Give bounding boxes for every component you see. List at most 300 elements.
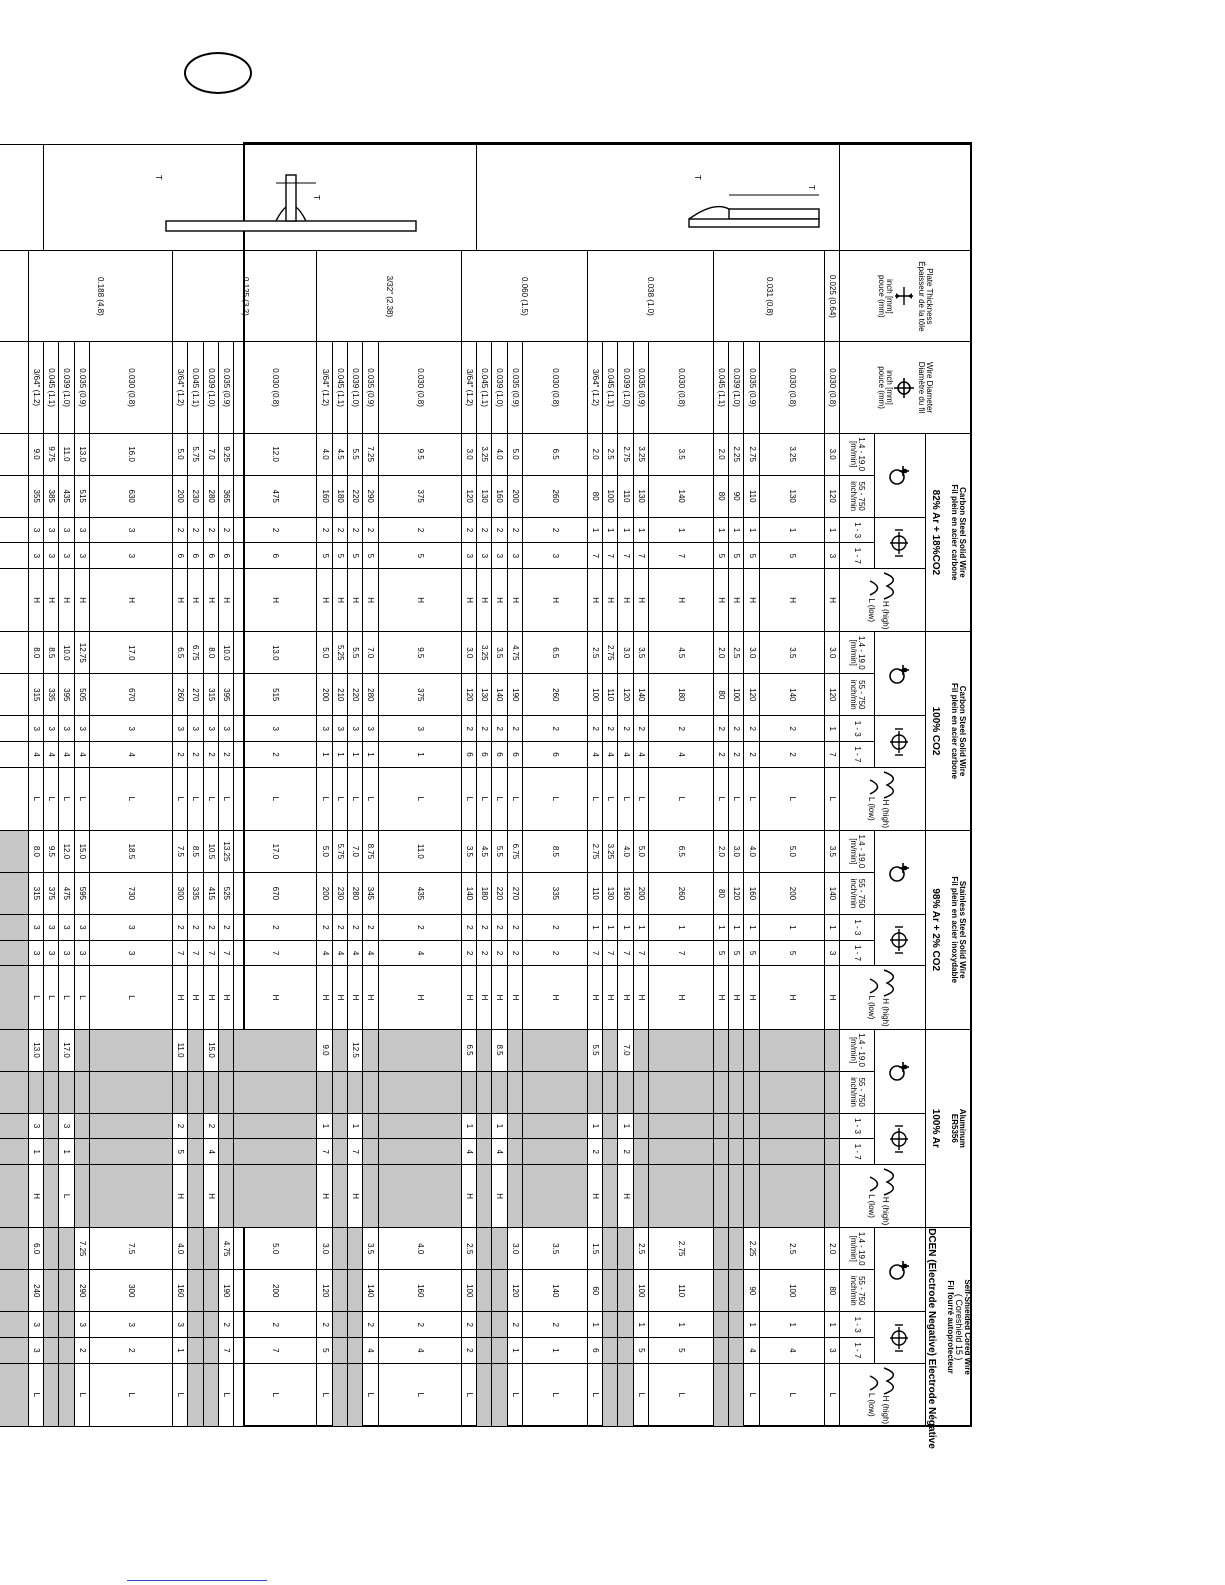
empty-cell: [44, 1165, 59, 1228]
voltage-tap-range: 1: [759, 1312, 824, 1338]
wire-diameter-value: 0.030 (0.8): [378, 342, 461, 433]
empty-cell: [603, 1312, 618, 1338]
voltage-range-2: 1 - 7: [840, 940, 875, 966]
inductance-setting: H: [507, 966, 522, 1029]
voltage-setting: 1: [522, 1338, 587, 1364]
plate-thickness-value: 0.060 (1.5): [461, 251, 587, 342]
wire-speed-imperial: 435: [59, 475, 74, 517]
empty-cell: [729, 1363, 744, 1426]
wire-speed-imperial: 385: [44, 475, 59, 517]
empty-cell: [477, 1338, 492, 1364]
wire-speed-imperial: 130: [477, 674, 492, 716]
wire-speed-icon-cell: [875, 632, 926, 716]
wire-speed-imperial: 140: [461, 872, 476, 914]
voltage-tap-range: 2: [461, 517, 476, 543]
wire-speed-imperial: 80: [587, 475, 602, 517]
voltage-tap-range: 2: [203, 914, 218, 940]
voltage-range-2: 1 - 7: [840, 742, 875, 768]
wire-diameter-value: 0.039 (1.0): [59, 342, 74, 433]
empty-cell: [0, 1165, 28, 1228]
empty-cell: [618, 1270, 633, 1312]
voltage-tap-icon: [888, 923, 910, 957]
group-title: Self-Shielded Cored Wire: [963, 1279, 972, 1375]
speed-imperial-header: [840, 475, 875, 517]
voltage-setting: 5: [729, 940, 744, 966]
inductance-setting: H: [824, 966, 839, 1029]
empty-cell: [0, 914, 28, 940]
wire-speed-imperial: 200: [507, 475, 522, 517]
wire-speed-icon-cell: [875, 433, 926, 517]
voltage-tap-range: 2: [203, 1113, 218, 1139]
wire-speed-imperial: 110: [587, 872, 602, 914]
inductance-setting: H: [218, 569, 233, 632]
empty-cell: [188, 1363, 203, 1426]
empty-cell: [649, 1071, 714, 1113]
wire-speed-imperial: 100: [461, 1270, 476, 1312]
wire-speed-imperial: 240: [28, 1270, 43, 1312]
inductance-setting: L: [713, 767, 728, 830]
inductance-setting: H: [649, 966, 714, 1029]
inductance-low-label: L (low): [867, 1393, 877, 1417]
voltage-tap-range: 1: [649, 914, 714, 940]
inductance-high-icon: [882, 968, 891, 998]
wire-speed-metric: 5.0: [317, 830, 332, 872]
voltage-setting: 5: [759, 940, 824, 966]
wire-speed-metric: 2.5: [759, 1228, 824, 1270]
empty-cell: [74, 1113, 89, 1139]
voltage-setting: 7: [587, 543, 602, 569]
wire-speed-imperial: 525: [218, 872, 233, 914]
empty-cell: [824, 1071, 839, 1113]
empty-cell: [203, 1228, 218, 1270]
inductance-setting: L: [363, 1363, 378, 1426]
empty-cell: [477, 1270, 492, 1312]
empty-cell: [203, 1270, 218, 1312]
wire-speed-metric: 2.0: [713, 632, 728, 674]
empty-cell: [332, 1113, 347, 1139]
voltage-setting: 3: [89, 940, 172, 966]
wire-speed-imperial: 315: [28, 872, 43, 914]
speed-metric-header: [840, 1228, 875, 1270]
voltage-tap-range: 1: [618, 914, 633, 940]
empty-cell: [492, 1312, 507, 1338]
table-row: [649, 145, 714, 1427]
empty-cell: [824, 1165, 839, 1228]
empty-cell: [203, 1338, 218, 1364]
wire-feed-speed-icon: [887, 462, 911, 488]
svg-text:T: T: [154, 174, 163, 180]
voltage-setting: 4: [759, 1338, 824, 1364]
wire-speed-metric: 12.0: [59, 830, 74, 872]
empty-cell: [477, 1029, 492, 1071]
inductance-setting: L: [28, 1363, 43, 1426]
voltage-tap-range: 3: [89, 716, 172, 742]
voltage-setting: 7: [587, 940, 602, 966]
inductance-high-icon: [882, 770, 891, 800]
wire-speed-metric: 3.5: [759, 632, 824, 674]
inductance-setting: L: [587, 767, 602, 830]
wire-speed-metric: 6.0: [28, 1228, 43, 1270]
speed-unit-imperial: inch/min: [849, 1077, 858, 1108]
wire-speed-metric: 9.0: [317, 1029, 332, 1071]
wire-speed-metric: 4.0: [492, 433, 507, 475]
settings-table: [0, 144, 972, 1449]
voltage-range-2: 1 - 7: [840, 1139, 875, 1165]
voltage-tap-range: 2: [618, 716, 633, 742]
group-subtitle: ( Coreshield 15 ): [954, 1293, 964, 1361]
inductance-setting: L: [74, 1363, 89, 1426]
wire-speed-imperial: 435: [378, 872, 461, 914]
wire-speed-metric: 7.0: [203, 433, 218, 475]
voltage-setting: 2: [477, 940, 492, 966]
wire-speed-imperial: 180: [477, 872, 492, 914]
wire-speed-imperial: 415: [203, 872, 218, 914]
wire-diameter-value: 0.039 (1.0): [347, 342, 362, 433]
empty-cell: [218, 1113, 233, 1139]
voltage-setting: 3: [461, 543, 476, 569]
wire-unit-en: inch [mm]: [885, 370, 895, 405]
plate-thickness-title-fr: Épaisseur de la tôle: [917, 261, 927, 332]
voltage-tap-range: 1: [603, 517, 618, 543]
inductance-setting: H: [587, 1165, 602, 1228]
wire-speed-imperial: 300: [89, 1270, 172, 1312]
table-row: [522, 145, 587, 1427]
voltage-range-1: 1 - 3: [840, 716, 875, 742]
empty-cell: [59, 1338, 74, 1364]
wire-speed-metric: 4.0: [378, 1228, 461, 1270]
inductance-setting: H: [713, 569, 728, 632]
wire-speed-metric: 17.0: [89, 632, 172, 674]
wire-speed-metric: 13.0: [234, 632, 317, 674]
wire-speed-imperial: 595: [74, 872, 89, 914]
voltage-setting: 7: [218, 1338, 233, 1364]
voltage-icon-cell: [875, 716, 926, 767]
empty-cell: [649, 1165, 714, 1228]
inductance-setting: H: [218, 966, 233, 1029]
wire-speed-imperial: 60: [587, 1270, 602, 1312]
wire-speed-imperial: 630: [89, 475, 172, 517]
inductance-setting: L: [28, 767, 43, 830]
voltage-tap-range: 2: [522, 1312, 587, 1338]
wire-speed-metric: 18.5: [89, 830, 172, 872]
voltage-tap-range: 2: [218, 517, 233, 543]
voltage-setting: [0, 543, 28, 569]
inductance-setting: L: [89, 767, 172, 830]
empty-cell: [347, 1270, 362, 1312]
voltage-setting: 5: [713, 543, 728, 569]
inductance-setting: L: [729, 767, 744, 830]
voltage-tap-range: 3: [74, 716, 89, 742]
voltage-setting: 7: [603, 940, 618, 966]
empty-cell: [347, 1363, 362, 1426]
wire-speed-imperial: [59, 1071, 74, 1113]
wire-speed-metric: 5.0: [317, 632, 332, 674]
voltage-setting: 1: [28, 1139, 43, 1165]
wire-speed-metric: 5.0: [759, 830, 824, 872]
wire-speed-imperial: 80: [824, 1270, 839, 1312]
voltage-tap-range: 2: [378, 1312, 461, 1338]
wire-speed-metric: 6.5: [173, 632, 188, 674]
empty-cell: [633, 1139, 648, 1165]
voltage-setting: 6: [477, 742, 492, 768]
voltage-setting: 3: [507, 543, 522, 569]
inductance-setting: H: [28, 1165, 43, 1228]
wire-speed-metric: 4.5: [649, 632, 714, 674]
empty-cell: [477, 1228, 492, 1270]
voltage-setting: 5: [317, 1338, 332, 1364]
voltage-setting: 7: [203, 940, 218, 966]
wire-speed-metric: 8.5: [188, 830, 203, 872]
empty-cell: [649, 1113, 714, 1139]
wire-speed-metric: 5.75: [188, 433, 203, 475]
voltage-tap-range: 2: [173, 914, 188, 940]
speed-unit-metric: [m/min]: [849, 1235, 858, 1262]
voltage-setting: 6: [188, 543, 203, 569]
wire-speed-metric: 3.25: [759, 433, 824, 475]
voltage-tap-range: 1: [713, 914, 728, 940]
voltage-setting: 7: [218, 940, 233, 966]
inductance-high-label: H (high): [881, 799, 891, 829]
empty-cell: [363, 1165, 378, 1228]
wire-speed-metric: 7.25: [363, 433, 378, 475]
svg-text:T: T: [693, 174, 702, 180]
voltage-tap-range: 1: [729, 517, 744, 543]
inductance-setting: L: [59, 1165, 74, 1228]
voltage-setting: 4: [587, 742, 602, 768]
wire-diameter-value: 0.030 (0.8): [649, 342, 714, 433]
voltage-tap-range: 1: [824, 1312, 839, 1338]
wire-speed-metric: 9.5: [378, 632, 461, 674]
inductance-setting: H: [347, 1165, 362, 1228]
wire-speed-metric: 12.75: [74, 632, 89, 674]
voltage-setting: 5: [173, 1139, 188, 1165]
voltage-tap-icon: [888, 1321, 910, 1355]
wire-speed-imperial: 160: [173, 1270, 188, 1312]
wire-speed-metric: 5.5: [347, 433, 362, 475]
empty-cell: [218, 1139, 233, 1165]
voltage-setting: 3: [89, 543, 172, 569]
inductance-setting: H: [203, 966, 218, 1029]
inductance-setting: H: [347, 569, 362, 632]
wire-speed-metric: 5.75: [332, 830, 347, 872]
wire-speed-imperial: 475: [59, 872, 74, 914]
inductance-setting: H: [522, 569, 587, 632]
voltage-setting: 2: [618, 1139, 633, 1165]
wire-speed-metric: 8.0: [28, 632, 43, 674]
table-row: [0, 145, 28, 1427]
voltage-setting: 4: [347, 940, 362, 966]
voltage-setting: 2: [188, 742, 203, 768]
voltage-setting: 3: [74, 940, 89, 966]
group-gas: DCEN (Electrode Negative) Electrode Négative: [926, 1228, 937, 1449]
voltage-tap-range: 2: [587, 716, 602, 742]
plate-thickness-value: 0.188 (4.8): [28, 251, 172, 342]
voltage-tap-range: 3: [378, 716, 461, 742]
inductance-setting: L: [363, 767, 378, 830]
wire-speed-metric: 11.0: [378, 830, 461, 872]
empty-cell: [0, 940, 28, 966]
voltage-setting: 5: [633, 1338, 648, 1364]
voltage-setting: [0, 742, 28, 768]
wire-speed-imperial: 130: [477, 475, 492, 517]
wire-speed-imperial: 270: [188, 674, 203, 716]
empty-cell: [713, 1338, 728, 1364]
inductance-setting: H: [729, 966, 744, 1029]
voltage-setting: 7: [618, 940, 633, 966]
empty-cell: [759, 1165, 824, 1228]
voltage-tap-range: 3: [203, 716, 218, 742]
voltage-setting: 6: [173, 543, 188, 569]
wire-speed-metric: 4.0: [744, 830, 759, 872]
empty-cell: [44, 1029, 59, 1071]
inductance-high-label: H (high): [881, 1395, 891, 1425]
wire-diameter-value: 3/64" (1.2): [173, 342, 188, 433]
voltage-setting: 4: [461, 1139, 476, 1165]
voltage-tap-range: 3: [363, 716, 378, 742]
group-title: Carbon Steel Solid Wire: [958, 487, 968, 578]
empty-cell: [649, 1029, 714, 1071]
empty-cell: [332, 1071, 347, 1113]
inductance-setting: L: [89, 966, 172, 1029]
wire-speed-imperial: 515: [74, 475, 89, 517]
voltage-setting: 1: [363, 742, 378, 768]
speed-range-imperial: 55 - 750: [857, 680, 866, 710]
voltage-tap-range: 2: [461, 914, 476, 940]
empty-cell: [0, 1363, 28, 1426]
wire-speed-imperial: 160: [492, 475, 507, 517]
speed-range-imperial: 55 - 750: [857, 878, 866, 909]
wire-diameter-value: 0.045 (1.1): [332, 342, 347, 433]
plate-unit-en: inch [mm]: [885, 279, 895, 314]
empty-cell: [729, 1165, 744, 1228]
voltage-tap-range: 1: [633, 914, 648, 940]
wire-speed-metric: 8.5: [492, 1029, 507, 1071]
voltage-tap-range: 2: [603, 716, 618, 742]
wire-speed-imperial: 140: [522, 1270, 587, 1312]
voltage-tap-range: 1: [729, 914, 744, 940]
empty-cell: [74, 1029, 89, 1071]
voltage-tap-range: 1: [744, 517, 759, 543]
empty-cell: [744, 1029, 759, 1071]
empty-cell: [332, 1363, 347, 1426]
wire-speed-metric: 11.0: [173, 1029, 188, 1071]
voltage-tap-range: 2: [522, 716, 587, 742]
wire-speed-icon-cell: [875, 1029, 926, 1113]
speed-range-metric: 1.4 - 19.0: [857, 834, 866, 869]
wire-diameter-value: 0.035 (0.9): [744, 342, 759, 433]
voltage-tap-range: 2: [461, 1312, 476, 1338]
voltage-setting: 4: [59, 742, 74, 768]
empty-cell: [507, 1029, 522, 1071]
voltage-setting: 4: [744, 1338, 759, 1364]
inductance-setting: L: [74, 966, 89, 1029]
voltage-tap-range: 3: [173, 716, 188, 742]
voltage-setting: 2: [713, 742, 728, 768]
voltage-tap-range: 1: [587, 1113, 602, 1139]
voltage-tap-range: 3: [317, 716, 332, 742]
voltage-setting: 3: [44, 940, 59, 966]
wire-speed-imperial: 220: [492, 872, 507, 914]
inductance-setting: L: [744, 1363, 759, 1426]
empty-cell: [59, 1363, 74, 1426]
inductance-low-icon: [868, 777, 877, 797]
voltage-setting: 4: [44, 742, 59, 768]
wire-speed-imperial: 80: [713, 872, 728, 914]
wire-speed-metric: 5.0: [234, 1228, 317, 1270]
voltage-setting: 2: [744, 742, 759, 768]
voltage-tap-range: 1: [618, 517, 633, 543]
empty-cell: [44, 1363, 59, 1426]
inductance-setting: L: [507, 1363, 522, 1426]
inductance-setting: H: [59, 569, 74, 632]
wire-speed-imperial: [461, 1071, 476, 1113]
voltage-tap-range: 3: [74, 1312, 89, 1338]
voltage-tap-range: 2: [378, 914, 461, 940]
wire-speed-imperial: 120: [317, 1270, 332, 1312]
voltage-setting: 3: [44, 543, 59, 569]
speed-unit-imperial: inch/min: [849, 1275, 858, 1306]
inductance-setting: H: [492, 966, 507, 1029]
voltage-tap-range: 1: [744, 914, 759, 940]
voltage-tap-range: 1: [824, 517, 839, 543]
voltage-tap-range: 2: [633, 716, 648, 742]
empty-cell: [188, 1338, 203, 1364]
empty-cell: [713, 1270, 728, 1312]
speed-unit-metric: [m/min]: [849, 639, 858, 666]
empty-cell: [44, 1228, 59, 1270]
voltage-setting: 1: [317, 742, 332, 768]
empty-cell: [59, 1228, 74, 1270]
voltage-icon-cell: [875, 517, 926, 568]
wire-speed-metric: 12.0: [234, 433, 317, 475]
wire-speed-imperial: 730: [89, 872, 172, 914]
voltage-tap-range: 3: [59, 914, 74, 940]
wire-speed-imperial: 260: [173, 674, 188, 716]
inductance-header-cell: [840, 1165, 926, 1228]
voltage-setting: 6: [218, 543, 233, 569]
voltage-tap-range: 2: [492, 914, 507, 940]
voltage-tap-range: 2: [317, 914, 332, 940]
speed-unit-metric: [m/min]: [849, 838, 858, 865]
empty-cell: [477, 1312, 492, 1338]
empty-cell: [729, 1270, 744, 1312]
wire-speed-imperial: 180: [332, 475, 347, 517]
wire-speed-metric: 13.25: [218, 830, 233, 872]
rotated-table-wrapper: [31, 144, 972, 1449]
joint-diagram-cell: [44, 145, 477, 251]
empty-cell: [347, 1338, 362, 1364]
wire-feed-speed-icon: [887, 1257, 911, 1283]
voltage-tap-range: 2: [234, 517, 317, 543]
inductance-header-cell: [840, 966, 926, 1029]
voltage-tap-range: 2: [461, 716, 476, 742]
empty-cell: [633, 1071, 648, 1113]
wire-speed-metric: 13.0: [28, 1029, 43, 1071]
wire-speed-metric: 3.25: [633, 433, 648, 475]
group-subtitle: Fil plein en acier carbone: [950, 683, 960, 780]
empty-cell: [713, 1312, 728, 1338]
voltage-setting: 3: [492, 543, 507, 569]
voltage-tap-range: 2: [759, 716, 824, 742]
speed-range-imperial: 55 - 750: [857, 481, 866, 511]
inductance-setting: H: [332, 569, 347, 632]
inductance-setting: L: [234, 767, 317, 830]
voltage-tap-range: 3: [347, 716, 362, 742]
wire-speed-imperial: [173, 1071, 188, 1113]
empty-cell: [729, 1029, 744, 1071]
wire-speed-metric: 13.0: [74, 433, 89, 475]
joint-diagram-cell: [477, 145, 840, 251]
